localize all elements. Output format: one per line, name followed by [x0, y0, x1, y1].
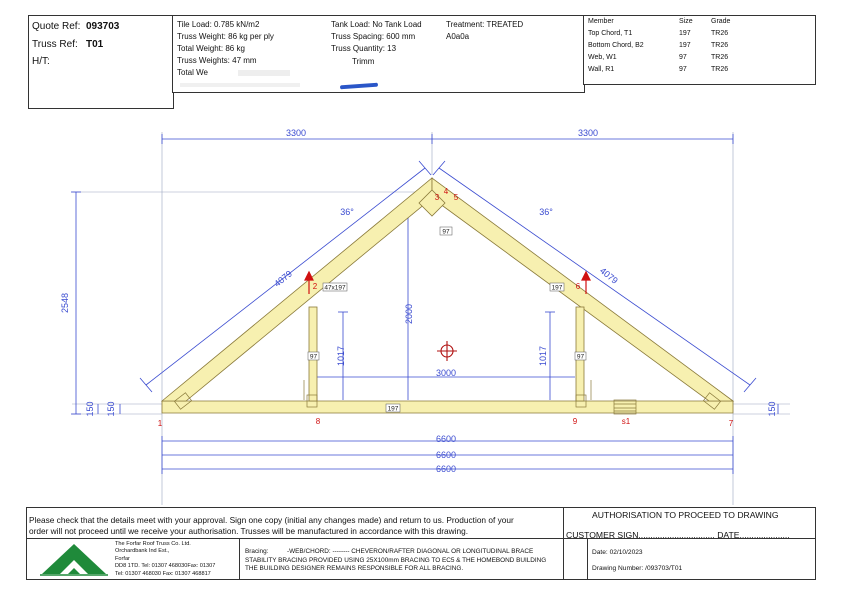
height-total-dim: 2548: [60, 292, 70, 314]
node-7: 7: [728, 419, 734, 428]
pitch-right-label: 36°: [539, 207, 553, 217]
rafter-right-dim: 4079: [597, 265, 620, 286]
bracing-note-1: -WEB/CHORD: -------- CHEVERON/RAFTER DIAGONAL OR LONGITUDINAL BRACE: [287, 548, 534, 555]
member-label-web-right: 97: [576, 353, 585, 361]
members-header-size: Size: [679, 18, 693, 25]
footer-divider-v2: [239, 538, 240, 579]
span-left-dim: 3300: [285, 128, 307, 138]
node-6: 6: [575, 282, 581, 291]
node-5: 5: [453, 193, 459, 202]
member-row-size: 97: [679, 54, 687, 61]
wall-left-dim: 1017: [336, 345, 346, 367]
node-4: 4: [443, 187, 449, 196]
members-header-member: Member: [588, 18, 614, 25]
tile-load: Tile Load: 0.785 kN/m2: [177, 20, 260, 29]
node-s1: s1: [621, 417, 631, 426]
node-1: 1: [157, 419, 163, 428]
footer-divider-v3: [587, 538, 588, 579]
pitch-left-label: 36°: [340, 207, 354, 217]
member-row-size: 197: [679, 42, 691, 49]
heel-left-dim-2: 150: [106, 401, 116, 417]
member-row-name: Top Chord, T1: [588, 30, 633, 37]
bracing-label: Bracing:: [245, 548, 269, 555]
company-address-1: Orchardbank Ind Est.,: [115, 548, 170, 554]
overall-span-dim: 6600: [435, 434, 457, 444]
member-label-web-left: 97: [309, 353, 318, 361]
rafter-left-dim: 4079: [272, 268, 295, 289]
member-label-top-right: 197: [551, 284, 563, 292]
centre-target: [437, 341, 457, 361]
overall-span-dim-3: 6600: [435, 464, 457, 474]
wall-right-dim: 1017: [538, 345, 548, 367]
member-row-grade: TR26: [711, 42, 729, 49]
node-9: 9: [572, 417, 578, 426]
room-width-dim: 3000: [435, 368, 457, 378]
truss-ref-label: Truss Ref:: [32, 39, 78, 50]
member-row-name: Wall, R1: [588, 66, 615, 73]
tank-load: Tank Load: No Tank Load: [331, 20, 422, 29]
company-logo: [38, 542, 110, 576]
member-row-grade: TR26: [711, 30, 729, 37]
apex-height-dim: 2000: [404, 303, 414, 325]
quote-ref-value: 093703: [86, 21, 120, 32]
node-2: 2: [312, 282, 318, 291]
bottom-chord: [162, 401, 733, 413]
member-row-name: Web, W1: [588, 54, 617, 61]
node-3: 3: [434, 193, 440, 202]
member-label-top-left: 47x197: [324, 284, 346, 292]
customer-sign-line[interactable]: CUSTOMER SIGN................................ DATE.....................: [566, 530, 790, 540]
drawing-date: Date: 02/10/2023: [592, 549, 643, 556]
member-row-grade: TR26: [711, 66, 729, 73]
heel-right-dim: 150: [767, 401, 777, 417]
heel-left-dim: 150: [85, 401, 95, 417]
truss-ref-value: T01: [86, 39, 104, 50]
member-row-size: 97: [679, 66, 687, 73]
approval-text-1: Please check that the details meet with your approval. Sign one copy (initial any changes made) and return to us. Production of your: [29, 515, 514, 525]
company-address-3: DD8 1TD. Tel: 01307 468030Fax: 01307: [115, 563, 216, 569]
member-label-bottom: 197: [387, 405, 399, 413]
company-name: The Forfar Roof Truss Co. Ltd.: [115, 541, 191, 547]
member-row-grade: TR26: [711, 54, 729, 61]
treatment: Treatment: TREATED: [446, 20, 524, 29]
footer-divider-v1: [563, 507, 564, 579]
members-header-grade: Grade: [711, 18, 731, 25]
truss-spacing: Truss Spacing: 600 mm: [331, 32, 416, 41]
total-we: Total We: [177, 68, 208, 77]
quote-ref-label: Quote Ref:: [32, 21, 81, 32]
truss-quantity: Truss Quantity: 13: [331, 44, 397, 53]
job-code: A0a0a: [446, 32, 470, 41]
truss-weight: Truss Weight: 86 kg per ply: [177, 32, 274, 41]
ht-label: H/T:: [32, 56, 50, 67]
node-8: 8: [315, 417, 321, 426]
drawing-number: Drawing Number: /093703/T01: [592, 565, 683, 572]
member-label-apex: 97: [442, 228, 450, 236]
member-row-name: Bottom Chord, B2: [588, 42, 644, 49]
left-rafter: [162, 178, 432, 401]
member-row-size: 197: [679, 30, 691, 37]
bracing-note-3: THE BUILDING DESIGNER REMAINS RESPONSIBLE FOR ALL BRACING.: [245, 565, 464, 572]
bracing-note-2: STABILITY BRACING PROVIDED USING 25X100mm BRACING TO EC5 & THE HOMEBOND BUILDING: [245, 557, 547, 564]
overall-span-dim-2: 6600: [435, 450, 457, 460]
truss-weights: Truss Weights: 47 mm: [177, 56, 257, 65]
span-right-dim: 3300: [577, 128, 599, 138]
trimm: Trimm: [352, 57, 375, 66]
company-address-2: Forfar: [115, 556, 130, 562]
authorisation-title: AUTHORISATION TO PROCEED TO DRAWING: [592, 510, 779, 520]
company-address-4: Tel: 01307 468030 Fax: 01307 468817: [115, 571, 211, 577]
total-weight: Total Weight: 86 kg: [177, 44, 245, 53]
approval-text-2: order will not proceed until we receive your authorisation. Trusses will be manufactured in accordance with this drawing.: [29, 526, 469, 536]
